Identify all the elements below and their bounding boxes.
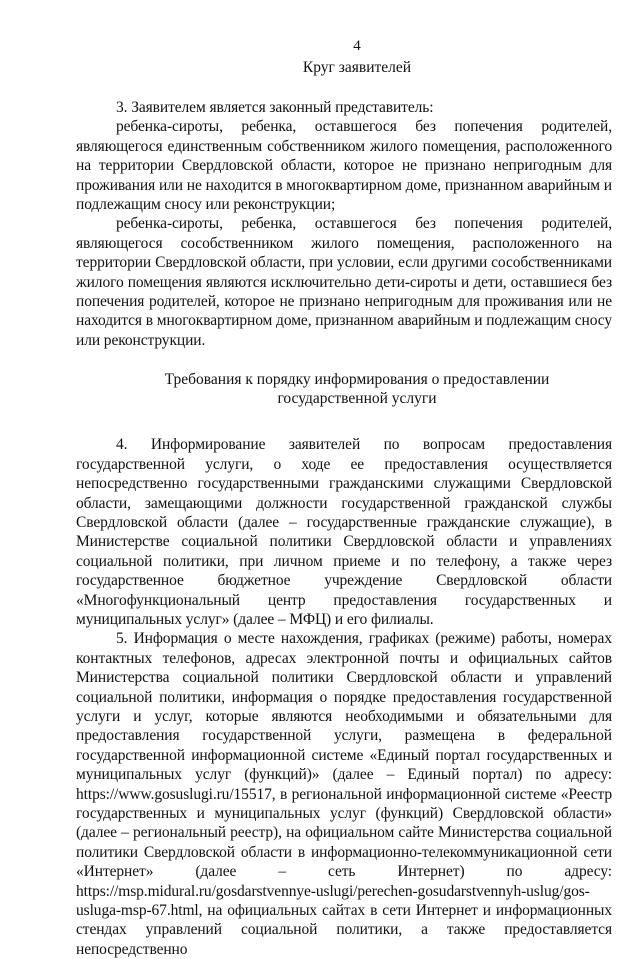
applicants-section xyxy=(76,98,612,350)
document-page xyxy=(76,36,612,959)
paragraph-3-item-1: ребенка-сироты, ребенка, оставшегося без попечения родителей, являющегося единственным собственником жилого помещения, расположенного на территории Свердловской области, которое не признано непригодным для проживания или не находится в многоквартирном доме, признанном аварийным и подлежащим сносу или реконструкции; xyxy=(76,118,612,214)
paragraph-5: 5. Информация о месте нахождения, графиках (режиме) работы, номерах контактных телефонов, адресах электронной почты и официальных сайтов Министерства социальной политики Свердловской области и управлений социальной политики, информация о порядке предоставления государственной услуги и услуг, которые являются необходимыми и обязательными для предоставления государственной услуги, размещена в федеральной государственной информационной системе «Единый портал государственных и муниципальных услуг (функций)» (далее – Единый портал) по адресу: https://www.gosuslugi.ru/15517, в региональной информационной системе «Реестр государственных и муниципальных услуг (функций) Свердловской области» (далее – региональный реестр), на официальном сайте Министерства социальной политики Свердловской области в информационно-телекоммуникационной сети «Интернет» (далее – сеть Интернет) по адресу: https://msp.midural.ru/gosdarstvennye-uslugi/perechen-gosudarstvennyh-uslug/gos-usluga-msp-67.html, на официальных сайтах в сети Интернет и информационных стендах управлений социальной политики, а также предоставляется непосредственно xyxy=(76,630,612,958)
page-number: 4 xyxy=(353,38,361,54)
section-title-informing-line-1: Требования к порядку информирования о предоставлении xyxy=(164,371,550,389)
paragraph-3-item-2: ребенка-сироты, ребенка, оставшегося без попечения родителей, являющегося сособственником жилого помещения, расположенного на территории Свердловской области, при условии, если другими сособственниками жилого помещения являются исключительно дети-сироты и дети, оставшиеся без попечения родителей, которое не признано непригодным для проживания или не находится в многоквартирном доме, признанном аварийным и подлежащим сносу или реконструкции. xyxy=(76,215,612,349)
spacer xyxy=(76,350,612,370)
paragraph-3: 3. Заявителем является законный представитель: xyxy=(116,99,434,116)
paragraph-4: 4. Информирование заявителей по вопросам предоставления государственной услуги, о ходе ее предоставления осуществляется непосредственно государственными гражданскими служащими Свердловской области, замещающими должности государственной гражданской службы Свердловской области (далее – государственные гражданские служащие), в Министерстве социальной политики Свердловской области и управлениях социальной политики, при личном приеме и по телефону, а также через государственное бюджетное учреждение Свердловской области «Многофункциональный центр предоставления государственных и муниципальных услуг» (далее – МФЦ) и его филиалы. xyxy=(76,436,612,628)
section-title-informing-line-2: государственной услуги xyxy=(277,390,437,408)
informing-section xyxy=(76,435,612,959)
section-title-applicants: Круг заявителей xyxy=(302,59,412,76)
spacer xyxy=(76,408,612,435)
spacer xyxy=(76,77,612,98)
